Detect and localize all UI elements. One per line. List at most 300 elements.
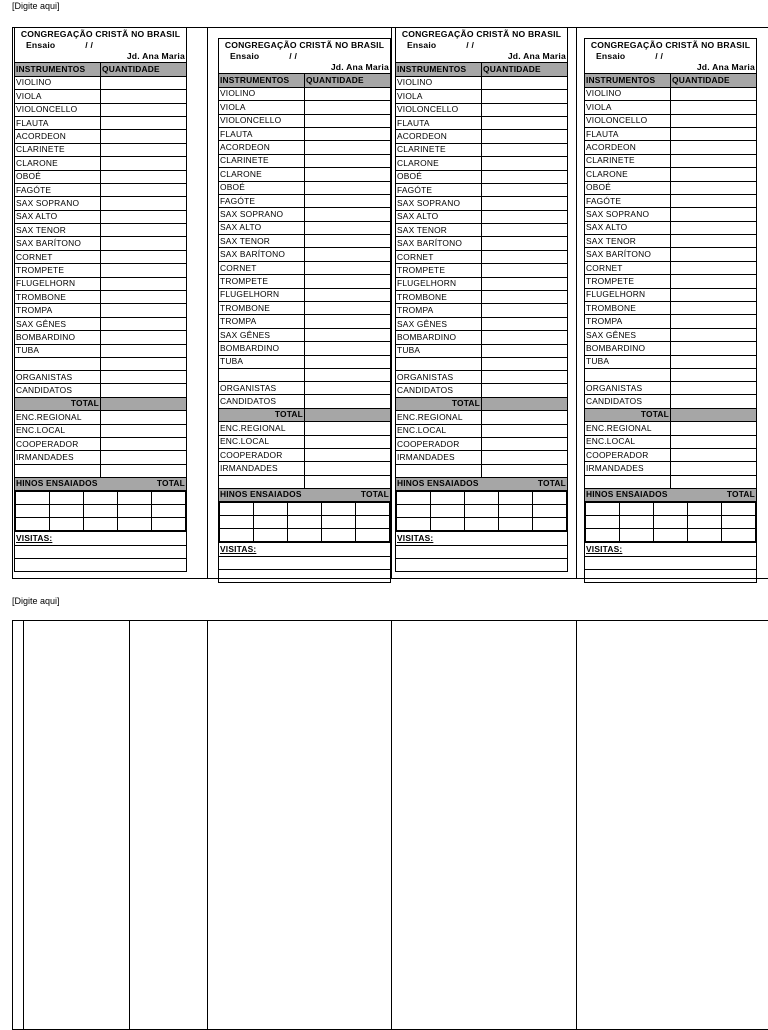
quantity-field[interactable]	[671, 221, 757, 234]
ensaio-date-field[interactable]: / /	[466, 40, 475, 51]
hymn-number-cell[interactable]	[688, 516, 722, 529]
hymn-number-cell[interactable]	[722, 503, 756, 516]
hymn-number-cell[interactable]	[397, 492, 431, 505]
quantity-field[interactable]	[101, 291, 187, 304]
instrument-label: TROMBONE	[396, 291, 482, 304]
hymn-number-cell[interactable]	[50, 518, 84, 531]
quantity-field[interactable]	[482, 143, 568, 156]
hymn-number-grid	[585, 502, 756, 542]
quantity-field[interactable]	[671, 302, 757, 315]
header-placeholder-bottom[interactable]: [Digite aqui]	[12, 596, 60, 606]
instrument-row	[585, 154, 757, 167]
instrument-row	[15, 116, 187, 129]
quantity-field[interactable]	[671, 355, 757, 368]
hymn-number-grid	[15, 491, 186, 531]
instrument-row	[396, 317, 568, 330]
ministry-row	[219, 448, 391, 461]
instrument-label: FLAUTA	[396, 116, 482, 129]
hinos-row	[396, 477, 568, 490]
quantity-field[interactable]	[305, 368, 391, 381]
ministry-row	[585, 435, 757, 448]
quantity-field[interactable]	[671, 87, 757, 100]
hymn-grid-cell	[219, 502, 391, 543]
hymn-number-cell[interactable]	[533, 505, 567, 518]
ensaio-date-field[interactable]: / /	[85, 40, 94, 51]
instrument-row	[585, 288, 757, 301]
hymn-number-cell[interactable]	[431, 492, 465, 505]
hymn-number-cell[interactable]	[254, 529, 288, 542]
empty-cell	[15, 464, 101, 477]
quantity-field[interactable]	[305, 114, 391, 127]
ensaio-place: Jd. Ana Maria	[330, 62, 389, 73]
page-frame-bottom	[12, 620, 768, 1030]
quantity-field[interactable]	[482, 331, 568, 344]
quantity-field[interactable]	[671, 181, 757, 194]
hymn-number-cell[interactable]	[152, 518, 186, 531]
quantity-field[interactable]	[101, 277, 187, 290]
total-field[interactable]	[101, 397, 187, 410]
empty-cell	[219, 368, 305, 381]
quantity-field[interactable]	[482, 451, 568, 464]
hymn-grid-cell	[396, 491, 568, 532]
quantity-field[interactable]	[482, 264, 568, 277]
quantity-field[interactable]	[305, 275, 391, 288]
ministry-label: ENC.LOCAL	[15, 424, 101, 437]
total-field[interactable]	[671, 408, 757, 421]
hymn-number-cell[interactable]	[431, 518, 465, 531]
quantity-field[interactable]	[671, 141, 757, 154]
quantity-field[interactable]	[671, 422, 757, 435]
quantity-field[interactable]	[101, 357, 187, 370]
ensaio-place: Jd. Ana Maria	[507, 51, 566, 62]
hymn-number-cell[interactable]	[220, 516, 254, 529]
hinos-header	[585, 488, 757, 501]
quantity-field[interactable]	[101, 411, 187, 424]
hymn-grid-row	[586, 503, 756, 516]
quantity-field[interactable]	[482, 277, 568, 290]
quantity-field[interactable]	[482, 103, 568, 116]
instrument-row	[396, 237, 568, 250]
hymn-number-cell[interactable]	[356, 503, 390, 516]
hymn-number-cell[interactable]	[322, 516, 356, 529]
instrument-label: VIOLA	[15, 90, 101, 103]
quantity-field[interactable]	[101, 370, 187, 383]
quantity-field[interactable]	[305, 462, 391, 475]
hymn-number-cell[interactable]	[499, 518, 533, 531]
quantity-field[interactable]	[671, 462, 757, 475]
quantity-field[interactable]	[101, 157, 187, 170]
candidatos-row	[15, 384, 187, 397]
quantity-field[interactable]	[671, 194, 757, 207]
hymn-number-cell[interactable]	[688, 529, 722, 542]
ministry-label: ENC.LOCAL	[219, 435, 305, 448]
visitas-line	[396, 545, 568, 558]
hymn-number-cell[interactable]	[356, 516, 390, 529]
ensaio-date-field[interactable]: / /	[655, 51, 664, 62]
hymn-number-cell[interactable]	[620, 529, 654, 542]
quantity-field[interactable]	[101, 384, 187, 397]
instrument-label: ACORDEON	[585, 141, 671, 154]
hymn-number-cell[interactable]	[431, 505, 465, 518]
hymn-grid-row	[586, 516, 756, 529]
hymn-number-cell[interactable]	[254, 503, 288, 516]
instrument-label: TROMPA	[15, 304, 101, 317]
quantity-field[interactable]	[482, 411, 568, 424]
quantity-field[interactable]	[482, 90, 568, 103]
hymn-number-cell[interactable]	[533, 518, 567, 531]
hymn-number-cell[interactable]	[465, 518, 499, 531]
hymn-number-cell[interactable]	[220, 529, 254, 542]
instrument-label: TROMPA	[585, 315, 671, 328]
hymn-number-cell[interactable]	[654, 503, 688, 516]
visitas-field[interactable]	[585, 569, 757, 582]
quantity-field[interactable]	[671, 127, 757, 140]
ensaio-label: Ensaio	[230, 51, 260, 62]
instrument-row	[585, 101, 757, 114]
quantity-field[interactable]	[101, 264, 187, 277]
hymn-number-cell[interactable]	[465, 505, 499, 518]
hymn-number-cell[interactable]	[50, 505, 84, 518]
quantity-field[interactable]	[671, 261, 757, 274]
visitas-label: VISITAS:	[396, 532, 568, 545]
instrument-label: CLARONE	[585, 168, 671, 181]
instrument-label: SAX SOPRANO	[396, 197, 482, 210]
title-row	[585, 39, 757, 52]
quantidade-header: QUANTIDADE	[482, 63, 568, 76]
instrument-label: SAX GÊNES	[15, 317, 101, 330]
quantity-field[interactable]	[482, 304, 568, 317]
empty-cell	[585, 475, 671, 488]
ministry-row	[585, 462, 757, 475]
quantity-field[interactable]	[482, 370, 568, 383]
quantity-field[interactable]	[305, 127, 391, 140]
quantity-field[interactable]	[305, 288, 391, 301]
instrument-row	[219, 355, 391, 368]
ministry-row	[219, 435, 391, 448]
quantity-field[interactable]	[101, 437, 187, 450]
hymn-number-cell[interactable]	[620, 516, 654, 529]
form-title: CONGREGAÇÃO CRISTÃ NO BRASIL	[396, 28, 568, 41]
instrument-row	[15, 317, 187, 330]
total-label: TOTAL	[396, 397, 482, 410]
column-divider	[576, 27, 577, 579]
quantity-field[interactable]	[305, 101, 391, 114]
quantity-field[interactable]	[671, 395, 757, 408]
hymn-number-cell[interactable]	[254, 516, 288, 529]
quantity-field[interactable]	[305, 261, 391, 274]
quantity-field[interactable]	[482, 116, 568, 129]
ensaio-label: Ensaio	[407, 40, 437, 51]
hymn-number-cell[interactable]	[118, 518, 152, 531]
hymn-number-cell[interactable]	[220, 503, 254, 516]
quantity-field[interactable]	[671, 154, 757, 167]
spacer-row	[15, 464, 187, 477]
quantity-field[interactable]	[305, 422, 391, 435]
ministry-row	[15, 437, 187, 450]
quantity-field[interactable]	[305, 208, 391, 221]
quantity-field[interactable]	[671, 448, 757, 461]
quantity-field[interactable]	[671, 368, 757, 381]
visitas-field[interactable]	[219, 556, 391, 569]
hymn-number-cell[interactable]	[288, 503, 322, 516]
quantity-field[interactable]	[101, 116, 187, 129]
instrument-row	[396, 116, 568, 129]
quantity-field[interactable]	[482, 130, 568, 143]
instrument-label: TROMPETE	[396, 264, 482, 277]
instrument-label: ACORDEON	[15, 130, 101, 143]
ensaio-place: Jd. Ana Maria	[696, 62, 755, 73]
quantity-field[interactable]	[101, 331, 187, 344]
quantity-field[interactable]	[101, 103, 187, 116]
hymn-number-cell[interactable]	[465, 492, 499, 505]
quantity-field[interactable]	[482, 357, 568, 370]
instrument-label: TROMBONE	[15, 291, 101, 304]
quantity-field[interactable]	[482, 291, 568, 304]
quantity-field[interactable]	[101, 464, 187, 477]
quantity-field[interactable]	[305, 342, 391, 355]
organistas-row	[396, 370, 568, 383]
quantity-field[interactable]	[671, 342, 757, 355]
quantity-field[interactable]	[101, 170, 187, 183]
quantity-field[interactable]	[305, 315, 391, 328]
instrument-label: SAX BARÍTONO	[396, 237, 482, 250]
quantity-field[interactable]	[101, 237, 187, 250]
quantity-field[interactable]	[482, 344, 568, 357]
quantity-field[interactable]	[482, 170, 568, 183]
quantity-field[interactable]	[305, 235, 391, 248]
quantity-field[interactable]	[305, 168, 391, 181]
hymn-number-cell[interactable]	[397, 518, 431, 531]
hymn-grid-row	[397, 492, 567, 505]
hymn-number-cell[interactable]	[84, 505, 118, 518]
instrument-label: OBOÉ	[15, 170, 101, 183]
hymn-number-cell[interactable]	[16, 492, 50, 505]
quantity-field[interactable]	[305, 448, 391, 461]
quantity-field[interactable]	[101, 250, 187, 263]
total-field[interactable]	[482, 397, 568, 410]
visitas-field[interactable]	[15, 558, 187, 571]
hymn-number-cell[interactable]	[16, 518, 50, 531]
instrumentos-header: INSTRUMENTOS	[585, 74, 671, 87]
column-divider	[23, 620, 24, 1030]
instrument-label: CLARINETE	[585, 154, 671, 167]
hymn-grid-row	[220, 503, 390, 516]
hymn-number-cell[interactable]	[288, 529, 322, 542]
quantity-field[interactable]	[101, 143, 187, 156]
spacer-row	[585, 475, 757, 488]
quantity-field[interactable]	[101, 210, 187, 223]
quantity-field[interactable]	[671, 101, 757, 114]
quantity-field[interactable]	[305, 194, 391, 207]
hymn-number-cell[interactable]	[499, 492, 533, 505]
quantity-field[interactable]	[305, 154, 391, 167]
quantity-field[interactable]	[305, 87, 391, 100]
subtitle-row	[585, 51, 757, 74]
quantity-field[interactable]	[482, 237, 568, 250]
quantity-field[interactable]	[482, 424, 568, 437]
ministry-label: COOPERADOR	[396, 437, 482, 450]
quantity-field[interactable]	[671, 275, 757, 288]
total-row	[219, 408, 391, 421]
quantity-field[interactable]	[482, 437, 568, 450]
column-divider	[391, 620, 392, 1030]
instrument-label: TROMPETE	[585, 275, 671, 288]
hymn-number-cell[interactable]	[50, 492, 84, 505]
quantity-field[interactable]	[305, 181, 391, 194]
ensaio-date-field[interactable]: / /	[289, 51, 298, 62]
instrument-label: CLARINETE	[15, 143, 101, 156]
quantity-field[interactable]	[101, 451, 187, 464]
quantity-field[interactable]	[482, 224, 568, 237]
hymn-number-cell[interactable]	[16, 505, 50, 518]
ensaio-label: Ensaio	[26, 40, 56, 51]
hymn-number-cell[interactable]	[586, 503, 620, 516]
quantity-field[interactable]	[482, 464, 568, 477]
instrument-label: CLARINETE	[396, 143, 482, 156]
quantity-field[interactable]	[305, 248, 391, 261]
quantity-field[interactable]	[101, 197, 187, 210]
hymn-number-cell[interactable]	[654, 529, 688, 542]
instrument-row	[219, 114, 391, 127]
quantity-field[interactable]	[671, 114, 757, 127]
quantity-field[interactable]	[101, 317, 187, 330]
total-row	[396, 397, 568, 410]
quantity-field[interactable]	[671, 248, 757, 261]
hymn-number-cell[interactable]	[118, 492, 152, 505]
quantity-field[interactable]	[305, 381, 391, 394]
hymn-number-cell[interactable]	[84, 518, 118, 531]
quantity-field[interactable]	[482, 183, 568, 196]
visitas-field[interactable]	[396, 558, 568, 571]
candidatos-label: CANDIDATOS	[15, 384, 101, 397]
quantity-field[interactable]	[671, 168, 757, 181]
instrument-row	[396, 157, 568, 170]
subtitle-row	[219, 51, 391, 74]
hymn-number-cell[interactable]	[397, 505, 431, 518]
title-row	[15, 28, 187, 41]
empty-cell	[219, 475, 305, 488]
quantity-field[interactable]	[671, 381, 757, 394]
hymn-number-cell[interactable]	[533, 492, 567, 505]
hymn-number-cell[interactable]	[722, 529, 756, 542]
hymn-number-cell[interactable]	[586, 516, 620, 529]
instrument-label: FLAUTA	[585, 127, 671, 140]
quantity-field[interactable]	[482, 76, 568, 89]
ensaio-form	[395, 27, 568, 572]
quantity-field[interactable]	[671, 235, 757, 248]
instrument-row	[15, 237, 187, 250]
total-field[interactable]	[305, 408, 391, 421]
quantity-field[interactable]	[101, 304, 187, 317]
hymn-number-cell[interactable]	[118, 505, 152, 518]
quantity-field[interactable]	[101, 183, 187, 196]
visitas-field[interactable]	[15, 545, 187, 558]
instrument-row	[219, 248, 391, 261]
instrument-row	[396, 143, 568, 156]
quantity-field[interactable]	[305, 355, 391, 368]
instrument-row	[585, 275, 757, 288]
quantity-field[interactable]	[482, 250, 568, 263]
instrument-row	[585, 194, 757, 207]
hymn-number-cell[interactable]	[356, 529, 390, 542]
visitas-field[interactable]	[396, 545, 568, 558]
quantity-field[interactable]	[305, 141, 391, 154]
ministry-row	[396, 411, 568, 424]
hymn-number-cell[interactable]	[152, 505, 186, 518]
instrument-row	[396, 210, 568, 223]
column-divider	[129, 620, 130, 1030]
quantity-field[interactable]	[671, 288, 757, 301]
instrument-row	[219, 181, 391, 194]
ministry-row	[219, 422, 391, 435]
hymn-number-cell[interactable]	[322, 503, 356, 516]
quantity-field[interactable]	[671, 435, 757, 448]
quantity-field[interactable]	[482, 317, 568, 330]
quantity-field[interactable]	[101, 90, 187, 103]
instrument-row	[15, 197, 187, 210]
hymn-number-cell[interactable]	[152, 492, 186, 505]
ensaio-line	[585, 51, 757, 74]
visitas-field[interactable]	[585, 556, 757, 569]
hymn-number-cell[interactable]	[288, 516, 322, 529]
hymn-number-cell[interactable]	[688, 503, 722, 516]
ministry-label: ENC.REGIONAL	[396, 411, 482, 424]
quantity-field[interactable]	[482, 157, 568, 170]
instrument-row	[219, 235, 391, 248]
quantity-field[interactable]	[671, 475, 757, 488]
quantity-field[interactable]	[305, 302, 391, 315]
instrument-label: VIOLONCELLO	[585, 114, 671, 127]
quantity-field[interactable]	[482, 384, 568, 397]
hymn-number-cell[interactable]	[499, 505, 533, 518]
quantity-field[interactable]	[305, 395, 391, 408]
quantity-field[interactable]	[101, 424, 187, 437]
quantity-field[interactable]	[305, 328, 391, 341]
quantity-field[interactable]	[482, 210, 568, 223]
hymn-number-cell[interactable]	[620, 503, 654, 516]
quantity-field[interactable]	[101, 344, 187, 357]
hymn-number-cell[interactable]	[586, 529, 620, 542]
hymn-number-cell[interactable]	[722, 516, 756, 529]
visitas-label: VISITAS:	[15, 532, 187, 545]
quantity-field[interactable]	[482, 197, 568, 210]
quantity-field[interactable]	[305, 435, 391, 448]
ministry-row	[396, 437, 568, 450]
quantity-field[interactable]	[101, 130, 187, 143]
quantity-field[interactable]	[671, 315, 757, 328]
quantity-field[interactable]	[305, 475, 391, 488]
quantity-field[interactable]	[101, 76, 187, 89]
visitas-field[interactable]	[219, 569, 391, 582]
hymn-number-cell[interactable]	[84, 492, 118, 505]
instrument-row	[396, 130, 568, 143]
instrument-row	[396, 76, 568, 89]
ensaio-place: Jd. Ana Maria	[126, 51, 185, 62]
hinos-total-label: TOTAL	[537, 478, 566, 489]
quantity-field[interactable]	[671, 208, 757, 221]
instrument-label: ACORDEON	[219, 141, 305, 154]
instrument-row	[15, 250, 187, 263]
column-divider	[207, 27, 208, 579]
quantity-field[interactable]	[305, 221, 391, 234]
ministry-label: IRMANDADES	[15, 451, 101, 464]
spacer-row	[219, 475, 391, 488]
quantity-field[interactable]	[671, 328, 757, 341]
hymn-number-cell[interactable]	[654, 516, 688, 529]
hymn-number-cell[interactable]	[322, 529, 356, 542]
header-placeholder-top[interactable]: [Digite aqui]	[12, 1, 60, 11]
quantity-field[interactable]	[101, 224, 187, 237]
